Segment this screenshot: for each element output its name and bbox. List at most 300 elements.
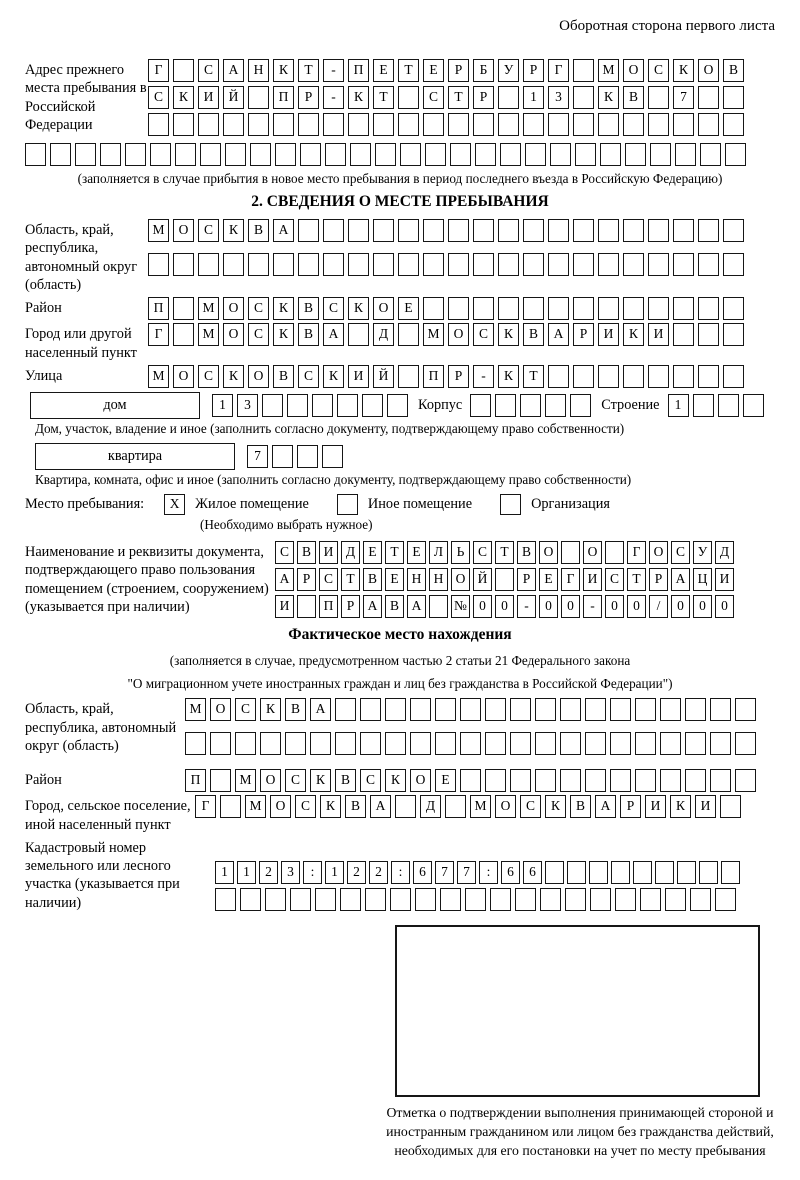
char-cell[interactable]: 3 (281, 861, 300, 884)
char-cell[interactable] (589, 861, 608, 884)
char-cell[interactable] (498, 86, 519, 109)
char-cell[interactable] (100, 143, 121, 166)
char-cell[interactable] (273, 113, 294, 136)
char-cell[interactable] (573, 253, 594, 276)
checkbox-residential[interactable]: X (164, 494, 185, 515)
char-cell[interactable] (698, 219, 719, 242)
char-cell[interactable] (25, 143, 46, 166)
char-cell[interactable] (385, 732, 406, 755)
char-cell[interactable]: К (223, 365, 244, 388)
char-cell[interactable] (561, 541, 580, 564)
char-cell[interactable]: Т (298, 59, 319, 82)
char-cell[interactable] (598, 219, 619, 242)
char-cell[interactable] (655, 861, 674, 884)
char-cell[interactable] (429, 595, 448, 618)
char-cell[interactable]: К (598, 86, 619, 109)
char-cell[interactable]: В (363, 568, 382, 591)
checkbox-other-premises[interactable] (337, 494, 358, 515)
char-cell[interactable] (398, 323, 419, 346)
char-cell[interactable]: 7 (673, 86, 694, 109)
char-cell[interactable] (198, 113, 219, 136)
char-cell[interactable] (460, 732, 481, 755)
char-cell[interactable] (573, 86, 594, 109)
char-cell[interactable] (723, 86, 744, 109)
char-cell[interactable] (625, 143, 646, 166)
char-cell[interactable] (735, 698, 756, 721)
char-cell[interactable] (545, 861, 564, 884)
char-cell[interactable] (450, 143, 471, 166)
char-cell[interactable] (698, 113, 719, 136)
char-cell[interactable]: О (451, 568, 470, 591)
char-cell[interactable]: О (539, 541, 558, 564)
char-cell[interactable]: М (423, 323, 444, 346)
char-cell[interactable] (699, 861, 718, 884)
char-cell[interactable]: Е (423, 59, 444, 82)
char-cell[interactable]: И (583, 568, 602, 591)
char-cell[interactable] (297, 595, 316, 618)
char-cell[interactable] (262, 394, 283, 417)
char-cell[interactable] (223, 253, 244, 276)
char-cell[interactable]: М (235, 769, 256, 792)
checkbox-organization[interactable] (500, 494, 521, 515)
char-cell[interactable]: Е (363, 541, 382, 564)
char-cell[interactable] (548, 253, 569, 276)
char-cell[interactable] (185, 732, 206, 755)
char-cell[interactable] (425, 143, 446, 166)
char-cell[interactable]: К (498, 323, 519, 346)
char-cell[interactable]: 1 (215, 861, 234, 884)
char-cell[interactable] (523, 297, 544, 320)
char-cell[interactable] (545, 394, 566, 417)
char-cell[interactable]: 3 (237, 394, 258, 417)
char-cell[interactable] (515, 888, 536, 911)
char-cell[interactable] (660, 769, 681, 792)
char-cell[interactable]: 0 (605, 595, 624, 618)
char-cell[interactable]: С (295, 795, 316, 818)
char-cell[interactable] (575, 143, 596, 166)
char-cell[interactable] (693, 394, 714, 417)
char-cell[interactable]: А (370, 795, 391, 818)
char-cell[interactable]: С (360, 769, 381, 792)
char-cell[interactable] (248, 113, 269, 136)
char-cell[interactable] (337, 394, 358, 417)
char-cell[interactable]: В (298, 323, 319, 346)
char-cell[interactable]: А (407, 595, 426, 618)
char-cell[interactable] (435, 732, 456, 755)
char-cell[interactable] (473, 297, 494, 320)
char-cell[interactable]: К (310, 769, 331, 792)
char-cell[interactable] (598, 113, 619, 136)
char-cell[interactable] (445, 795, 466, 818)
char-cell[interactable] (448, 219, 469, 242)
char-cell[interactable]: О (649, 541, 668, 564)
char-cell[interactable]: О (448, 323, 469, 346)
char-cell[interactable]: / (649, 595, 668, 618)
char-cell[interactable] (585, 698, 606, 721)
char-cell[interactable] (323, 219, 344, 242)
char-cell[interactable]: 0 (561, 595, 580, 618)
char-cell[interactable]: Е (539, 568, 558, 591)
char-cell[interactable]: М (598, 59, 619, 82)
char-cell[interactable]: Р (517, 568, 536, 591)
char-cell[interactable] (685, 769, 706, 792)
char-cell[interactable]: И (598, 323, 619, 346)
char-cell[interactable] (387, 394, 408, 417)
char-cell[interactable]: О (270, 795, 291, 818)
char-cell[interactable] (173, 297, 194, 320)
char-cell[interactable] (265, 888, 286, 911)
char-cell[interactable] (590, 888, 611, 911)
char-cell[interactable] (585, 732, 606, 755)
char-cell[interactable]: Н (429, 568, 448, 591)
char-cell[interactable] (677, 861, 696, 884)
char-cell[interactable] (448, 297, 469, 320)
char-cell[interactable] (585, 769, 606, 792)
char-cell[interactable]: У (693, 541, 712, 564)
char-cell[interactable]: У (498, 59, 519, 82)
char-cell[interactable]: 0 (671, 595, 690, 618)
char-cell[interactable] (723, 253, 744, 276)
char-cell[interactable]: 0 (715, 595, 734, 618)
char-cell[interactable]: Д (341, 541, 360, 564)
char-cell[interactable]: 1 (237, 861, 256, 884)
char-cell[interactable] (725, 143, 746, 166)
char-cell[interactable]: Р (341, 595, 360, 618)
char-cell[interactable]: О (495, 795, 516, 818)
char-cell[interactable]: К (673, 59, 694, 82)
char-cell[interactable]: В (335, 769, 356, 792)
char-cell[interactable]: О (410, 769, 431, 792)
char-cell[interactable] (600, 143, 621, 166)
char-cell[interactable]: И (695, 795, 716, 818)
char-cell[interactable]: А (223, 59, 244, 82)
char-cell[interactable]: 0 (495, 595, 514, 618)
char-cell[interactable] (525, 143, 546, 166)
char-cell[interactable]: Д (373, 323, 394, 346)
char-cell[interactable]: - (323, 59, 344, 82)
char-cell[interactable]: О (210, 698, 231, 721)
char-cell[interactable] (310, 732, 331, 755)
char-cell[interactable]: И (319, 541, 338, 564)
char-cell[interactable] (548, 297, 569, 320)
char-cell[interactable]: К (670, 795, 691, 818)
char-cell[interactable] (548, 219, 569, 242)
char-cell[interactable] (633, 861, 652, 884)
char-cell[interactable] (200, 143, 221, 166)
char-cell[interactable] (373, 219, 394, 242)
confirmation-mark-box[interactable] (395, 925, 760, 1097)
char-cell[interactable]: 1 (523, 86, 544, 109)
char-cell[interactable] (610, 698, 631, 721)
char-cell[interactable]: Й (473, 568, 492, 591)
char-cell[interactable] (640, 888, 661, 911)
char-cell[interactable] (685, 698, 706, 721)
char-cell[interactable] (598, 365, 619, 388)
char-cell[interactable] (548, 365, 569, 388)
char-cell[interactable]: В (248, 219, 269, 242)
char-cell[interactable] (273, 253, 294, 276)
char-cell[interactable] (560, 769, 581, 792)
char-cell[interactable]: : (391, 861, 410, 884)
char-cell[interactable]: 3 (548, 86, 569, 109)
char-cell[interactable]: С (473, 541, 492, 564)
char-cell[interactable] (735, 732, 756, 755)
char-cell[interactable] (723, 219, 744, 242)
char-cell[interactable]: - (517, 595, 536, 618)
char-cell[interactable] (248, 253, 269, 276)
char-cell[interactable]: С (520, 795, 541, 818)
char-cell[interactable] (598, 297, 619, 320)
char-cell[interactable]: С (198, 59, 219, 82)
char-cell[interactable]: 6 (413, 861, 432, 884)
char-cell[interactable]: Н (407, 568, 426, 591)
char-cell[interactable]: Р (620, 795, 641, 818)
char-cell[interactable] (635, 769, 656, 792)
char-cell[interactable] (500, 143, 521, 166)
char-cell[interactable] (723, 297, 744, 320)
char-cell[interactable]: Е (385, 568, 404, 591)
char-cell[interactable] (173, 59, 194, 82)
char-cell[interactable] (385, 698, 406, 721)
char-cell[interactable]: С (605, 568, 624, 591)
char-cell[interactable] (723, 365, 744, 388)
char-cell[interactable] (225, 143, 246, 166)
char-cell[interactable] (715, 888, 736, 911)
char-cell[interactable]: В (345, 795, 366, 818)
char-cell[interactable]: И (275, 595, 294, 618)
char-cell[interactable]: С (248, 297, 269, 320)
char-cell[interactable] (648, 219, 669, 242)
char-cell[interactable] (700, 143, 721, 166)
char-cell[interactable] (610, 732, 631, 755)
char-cell[interactable]: 7 (247, 445, 268, 468)
char-cell[interactable] (173, 253, 194, 276)
char-cell[interactable] (485, 769, 506, 792)
char-cell[interactable]: О (173, 219, 194, 242)
char-cell[interactable]: П (319, 595, 338, 618)
char-cell[interactable] (398, 365, 419, 388)
char-cell[interactable]: 0 (539, 595, 558, 618)
char-cell[interactable]: О (260, 769, 281, 792)
char-cell[interactable] (573, 59, 594, 82)
char-cell[interactable]: О (698, 59, 719, 82)
char-cell[interactable]: И (645, 795, 666, 818)
char-cell[interactable]: Й (373, 365, 394, 388)
char-cell[interactable]: О (623, 59, 644, 82)
char-cell[interactable]: А (275, 568, 294, 591)
char-cell[interactable] (698, 365, 719, 388)
char-cell[interactable]: И (348, 365, 369, 388)
char-cell[interactable] (395, 795, 416, 818)
char-cell[interactable] (398, 86, 419, 109)
char-cell[interactable] (710, 698, 731, 721)
char-cell[interactable] (498, 113, 519, 136)
char-cell[interactable] (223, 113, 244, 136)
char-cell[interactable]: П (273, 86, 294, 109)
char-cell[interactable] (398, 219, 419, 242)
char-cell[interactable] (723, 323, 744, 346)
char-cell[interactable] (125, 143, 146, 166)
char-cell[interactable] (460, 769, 481, 792)
char-cell[interactable] (673, 253, 694, 276)
char-cell[interactable] (198, 253, 219, 276)
char-cell[interactable]: О (173, 365, 194, 388)
char-cell[interactable] (660, 698, 681, 721)
char-cell[interactable]: Е (398, 297, 419, 320)
char-cell[interactable]: Т (448, 86, 469, 109)
char-cell[interactable] (362, 394, 383, 417)
char-cell[interactable] (348, 219, 369, 242)
char-cell[interactable]: : (303, 861, 322, 884)
char-cell[interactable] (75, 143, 96, 166)
char-cell[interactable]: К (545, 795, 566, 818)
char-cell[interactable]: О (223, 323, 244, 346)
char-cell[interactable] (423, 253, 444, 276)
char-cell[interactable] (240, 888, 261, 911)
char-cell[interactable]: Р (448, 59, 469, 82)
char-cell[interactable] (220, 795, 241, 818)
char-cell[interactable] (323, 253, 344, 276)
char-cell[interactable] (675, 143, 696, 166)
char-cell[interactable] (673, 323, 694, 346)
char-cell[interactable] (297, 445, 318, 468)
char-cell[interactable] (573, 113, 594, 136)
char-cell[interactable] (510, 732, 531, 755)
char-cell[interactable]: Р (649, 568, 668, 591)
char-cell[interactable]: Г (561, 568, 580, 591)
char-cell[interactable] (523, 253, 544, 276)
char-cell[interactable] (623, 297, 644, 320)
char-cell[interactable]: - (323, 86, 344, 109)
char-cell[interactable] (673, 297, 694, 320)
char-cell[interactable]: Й (223, 86, 244, 109)
char-cell[interactable]: Р (473, 86, 494, 109)
char-cell[interactable] (498, 297, 519, 320)
char-cell[interactable]: В (723, 59, 744, 82)
char-cell[interactable] (398, 253, 419, 276)
char-cell[interactable] (473, 253, 494, 276)
char-cell[interactable]: Е (373, 59, 394, 82)
char-cell[interactable] (610, 769, 631, 792)
char-cell[interactable] (215, 888, 236, 911)
char-cell[interactable] (605, 541, 624, 564)
char-cell[interactable]: С (473, 323, 494, 346)
char-cell[interactable] (323, 113, 344, 136)
char-cell[interactable] (660, 732, 681, 755)
char-cell[interactable]: Г (548, 59, 569, 82)
char-cell[interactable]: А (310, 698, 331, 721)
char-cell[interactable] (685, 732, 706, 755)
char-cell[interactable] (448, 113, 469, 136)
char-cell[interactable] (400, 143, 421, 166)
char-cell[interactable]: 0 (473, 595, 492, 618)
char-cell[interactable] (523, 113, 544, 136)
char-cell[interactable] (475, 143, 496, 166)
char-cell[interactable]: В (623, 86, 644, 109)
char-cell[interactable]: Г (195, 795, 216, 818)
char-cell[interactable]: К (273, 323, 294, 346)
char-cell[interactable] (698, 323, 719, 346)
char-cell[interactable] (272, 445, 293, 468)
char-cell[interactable]: Р (298, 86, 319, 109)
char-cell[interactable]: С (319, 568, 338, 591)
char-cell[interactable]: С (248, 323, 269, 346)
char-cell[interactable] (260, 732, 281, 755)
char-cell[interactable] (175, 143, 196, 166)
char-cell[interactable] (535, 732, 556, 755)
char-cell[interactable] (360, 698, 381, 721)
char-cell[interactable] (648, 365, 669, 388)
char-cell[interactable]: Г (627, 541, 646, 564)
char-cell[interactable] (520, 394, 541, 417)
char-cell[interactable] (623, 219, 644, 242)
char-cell[interactable]: С (298, 365, 319, 388)
char-cell[interactable]: М (148, 219, 169, 242)
char-cell[interactable] (673, 365, 694, 388)
char-cell[interactable] (340, 888, 361, 911)
char-cell[interactable]: А (273, 219, 294, 242)
char-cell[interactable] (460, 698, 481, 721)
char-cell[interactable] (435, 698, 456, 721)
char-cell[interactable] (298, 219, 319, 242)
char-cell[interactable]: В (297, 541, 316, 564)
char-cell[interactable] (673, 113, 694, 136)
char-cell[interactable]: Т (495, 541, 514, 564)
char-cell[interactable] (322, 445, 343, 468)
char-cell[interactable] (721, 861, 740, 884)
char-cell[interactable] (298, 113, 319, 136)
char-cell[interactable] (565, 888, 586, 911)
char-cell[interactable]: Т (385, 541, 404, 564)
char-cell[interactable] (298, 253, 319, 276)
char-cell[interactable]: Е (435, 769, 456, 792)
char-cell[interactable] (735, 769, 756, 792)
char-cell[interactable] (348, 253, 369, 276)
char-cell[interactable] (325, 143, 346, 166)
char-cell[interactable]: : (479, 861, 498, 884)
char-cell[interactable]: 6 (523, 861, 542, 884)
char-cell[interactable]: Р (573, 323, 594, 346)
char-cell[interactable] (648, 113, 669, 136)
char-cell[interactable] (650, 143, 671, 166)
char-cell[interactable]: М (470, 795, 491, 818)
char-cell[interactable] (540, 888, 561, 911)
char-cell[interactable] (498, 219, 519, 242)
char-cell[interactable] (210, 732, 231, 755)
char-cell[interactable] (560, 732, 581, 755)
char-cell[interactable]: И (198, 86, 219, 109)
char-cell[interactable]: Т (373, 86, 394, 109)
char-cell[interactable] (248, 86, 269, 109)
char-cell[interactable]: К (320, 795, 341, 818)
char-cell[interactable]: В (298, 297, 319, 320)
char-cell[interactable]: Е (407, 541, 426, 564)
char-cell[interactable]: К (323, 365, 344, 388)
char-cell[interactable] (573, 365, 594, 388)
char-cell[interactable] (348, 113, 369, 136)
char-cell[interactable] (448, 253, 469, 276)
char-cell[interactable] (570, 394, 591, 417)
char-cell[interactable] (485, 698, 506, 721)
char-cell[interactable] (373, 113, 394, 136)
char-cell[interactable]: Д (420, 795, 441, 818)
char-cell[interactable]: Р (297, 568, 316, 591)
char-cell[interactable]: К (348, 297, 369, 320)
char-cell[interactable] (710, 732, 731, 755)
char-cell[interactable]: 2 (259, 861, 278, 884)
char-cell[interactable]: О (373, 297, 394, 320)
char-cell[interactable] (365, 888, 386, 911)
